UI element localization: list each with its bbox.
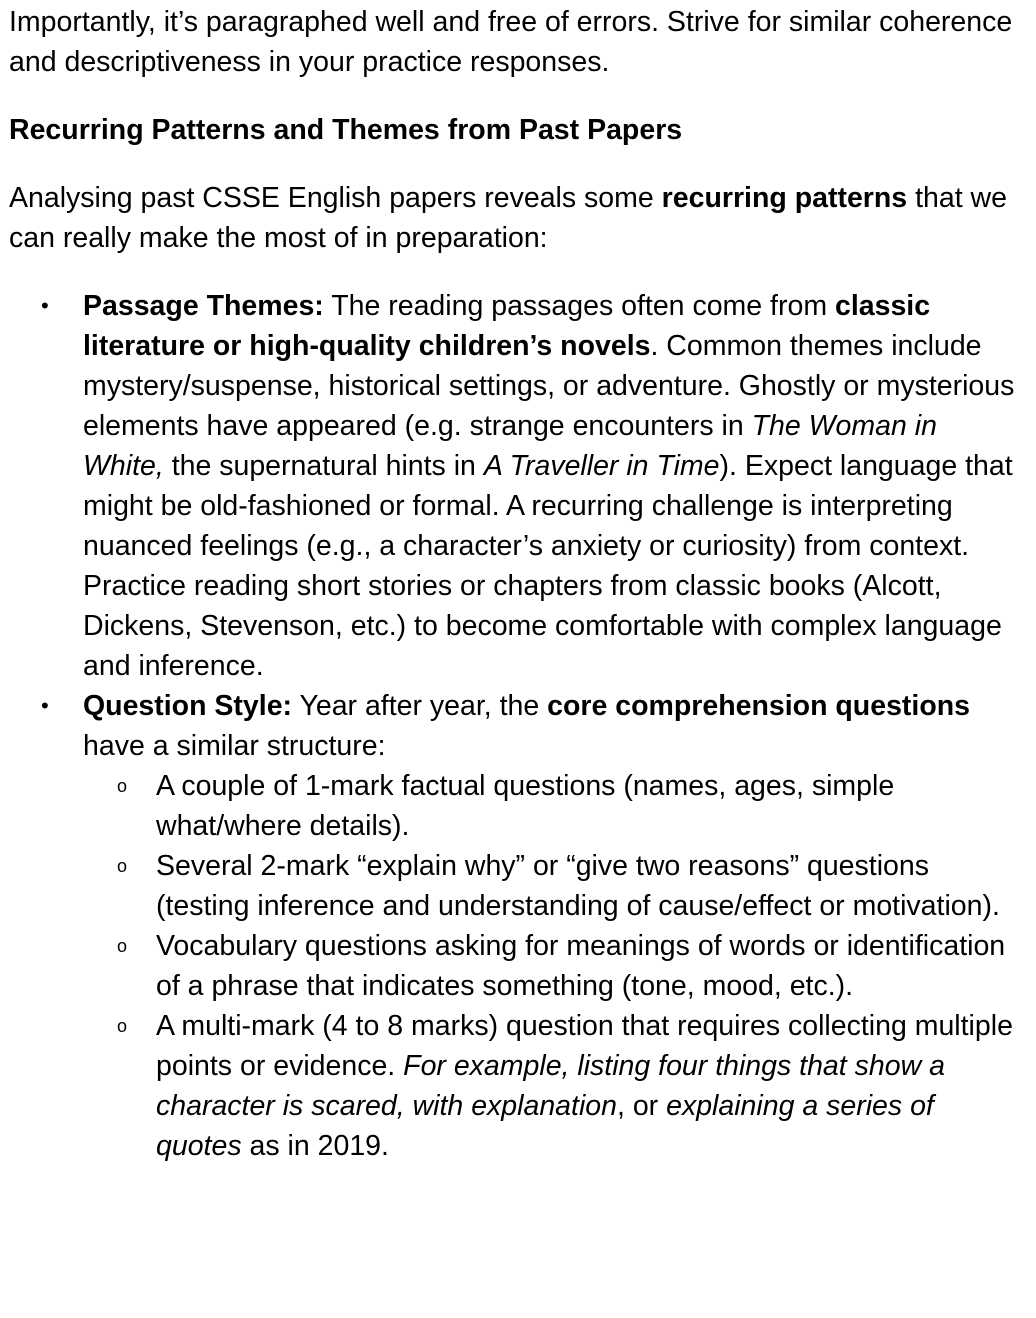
sub-bullet-italic-quotes: explaining a series of quotes (156, 1090, 934, 1162)
sub-bullet-italic-example: For example, listing four things that show a character is scared, with explanation (156, 1050, 945, 1122)
lead-bold-recurring-patterns: recurring patterns (661, 182, 908, 214)
bullet-bold-text: classic literature or high-quality children’s novels (83, 290, 931, 362)
bullet-text: ). Expect language that might be old-fashioned or formal. A recurring challenge is interpreting nuanced feelings (e.g., a character’s anxiety or curiosity) from context. Practice reading short stories or chapters from classic books (Alcott, Dickens, Stevenson, etc.) to become comfortable with complex language and inference. (83, 450, 1013, 682)
circle-bullet-icon: o (117, 856, 128, 876)
bullet-list (9, 286, 1019, 1166)
bullet-text: . Common themes include mystery/suspense, historical settings, or adventure. Ghostly or mysterious elements have appeared (e.g. strange encounters in (83, 330, 1015, 442)
book-title-traveller-in-time: A Traveller in Time (483, 450, 720, 482)
sub-bullet-text: A multi-mark (4 to 8 marks) question that requires collecting multiple points or evidence. (156, 1010, 1013, 1082)
sub-bullet-text: Several 2-mark “explain why” or “give two reasons” questions (testing inference and understanding of cause/effect or motivation). (156, 850, 1000, 922)
sub-bullet-item (83, 926, 1019, 1006)
bullet-dot-icon: • (41, 693, 49, 718)
sub-bullet-text: as in 2019. (241, 1130, 389, 1162)
lead-text-before: Analysing past CSSE English papers reveals some (9, 182, 662, 214)
bullet-text: have a similar structure: (83, 730, 386, 762)
sub-bullet-item (83, 846, 1019, 926)
bullet-dot-icon: • (41, 293, 49, 318)
bullet-bold-text: core comprehension questions (547, 690, 970, 722)
bullet-passage-themes (9, 286, 1019, 686)
sub-bullet-text: , or (616, 1090, 667, 1122)
sub-bullet-text: Vocabulary questions asking for meanings of words or identification of a phrase that indicates something (tone, mood, etc.). (156, 930, 1006, 1002)
bullet-text: the supernatural hints in (163, 450, 484, 482)
circle-bullet-icon: o (117, 936, 128, 956)
sub-bullet-text: A couple of 1-mark factual questions (names, ages, simple what/where details). (156, 770, 895, 842)
section-heading: Recurring Patterns and Themes from Past Papers (9, 114, 683, 146)
bullet-label-passage-themes: Passage Themes: (83, 290, 324, 322)
intro-paragraph: Importantly, it’s paragraphed well and free of errors. Strive for similar coherence and descriptiveness in your practice responses. (9, 6, 1013, 78)
bullet-text: The reading passages often come from (323, 290, 835, 322)
circle-bullet-icon: o (117, 776, 128, 796)
bullet-question-style (9, 686, 1019, 1166)
book-title-woman-in-white: The Woman in White, (83, 410, 937, 482)
sub-bullet-item (83, 766, 1019, 846)
lead-text-after: that we can really make the most of in preparation: (9, 182, 1007, 254)
circle-bullet-icon: o (117, 1016, 128, 1036)
lead-paragraph (9, 178, 1019, 258)
bullet-label-question-style: Question Style: (83, 690, 293, 722)
sub-bullet-list (83, 766, 1019, 1166)
sub-bullet-item (83, 1006, 1019, 1166)
bullet-text: Year after year, the (292, 690, 548, 722)
document-page (9, 2, 1019, 1166)
